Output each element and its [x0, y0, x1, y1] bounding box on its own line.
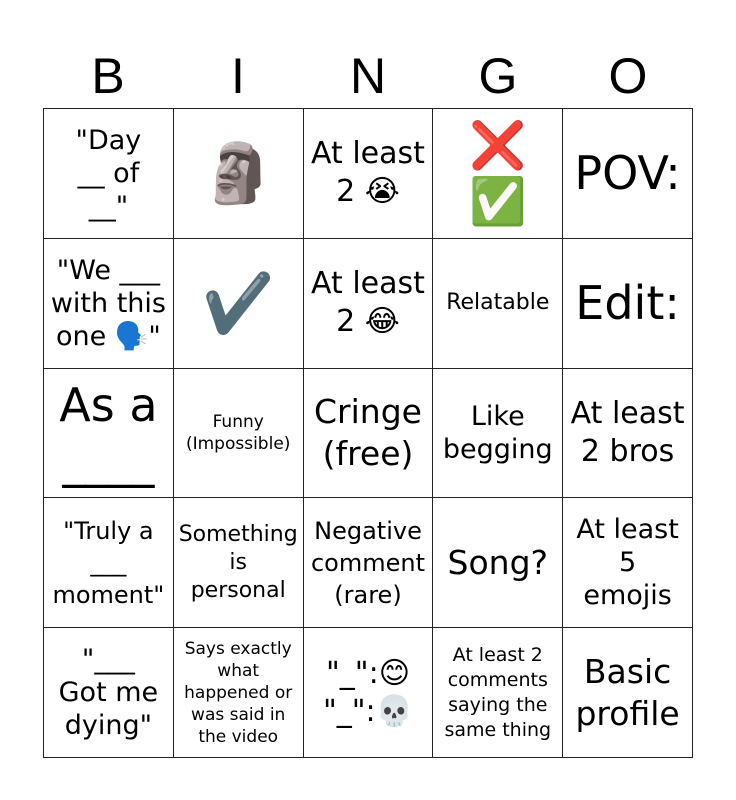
bingo-cell[interactable] — [44, 369, 174, 499]
bingo-cell[interactable] — [44, 628, 174, 758]
cell-text: "_":😊 "_":💀 — [322, 655, 414, 729]
cell-text: At least 2 comments saying the same thing — [444, 643, 552, 741]
header-letter-g: G — [478, 48, 518, 104]
cell-text: Cringe (free) — [314, 391, 422, 473]
cell-text: Relatable — [446, 290, 550, 316]
bingo-cell[interactable] — [304, 239, 434, 369]
bingo-cell[interactable] — [563, 628, 693, 758]
bingo-cell[interactable] — [304, 369, 434, 499]
cell-text: "Day __ of __" — [75, 124, 142, 222]
cell-text: "Truly a ___ moment" — [52, 516, 165, 609]
bingo-cell[interactable] — [44, 239, 174, 369]
cell-text: Funny (Impossible) — [185, 411, 291, 454]
cell-text: At least 5 emojis — [576, 514, 679, 612]
bingo-cell[interactable] — [433, 628, 563, 758]
bingo-cell[interactable] — [304, 109, 434, 239]
bingo-cell[interactable] — [433, 239, 563, 369]
cross-check-icon: ❌ ✅ — [469, 118, 527, 229]
bingo-cell[interactable] — [174, 109, 304, 239]
cell-text: Says exactly what happened or was said in the video — [184, 638, 293, 747]
header-letter-n: N — [349, 48, 387, 104]
bingo-cell[interactable] — [433, 369, 563, 499]
bingo-cell[interactable] — [304, 498, 434, 628]
cell-text: "___ Got me dying" — [58, 644, 159, 742]
cell-text: As a ____ — [59, 377, 158, 488]
bingo-cell[interactable] — [174, 239, 304, 369]
checkmark-icon: ✔️ — [202, 269, 275, 338]
cell-text: Song? — [447, 542, 549, 582]
cell-text: At least 2 😭 — [311, 136, 425, 210]
cell-text: Negative comment (rare) — [310, 516, 425, 609]
cell-text: "We ___ with this one 🗣️" — [50, 254, 166, 352]
cell-text: Edit: — [575, 276, 680, 331]
cell-text: Basic profile — [575, 651, 680, 733]
cell-text: POV: — [574, 146, 681, 201]
cell-text: At least 2 bros — [570, 395, 685, 469]
bingo-cell[interactable] — [174, 498, 304, 628]
bingo-cell[interactable] — [563, 109, 693, 239]
bingo-cell[interactable] — [44, 498, 174, 628]
bingo-cell[interactable] — [563, 369, 693, 499]
bingo-header — [43, 46, 693, 106]
bingo-cell[interactable] — [174, 369, 304, 499]
bingo-cell[interactable] — [563, 239, 693, 369]
header-letter-i: I — [231, 48, 245, 104]
bingo-cell[interactable] — [433, 498, 563, 628]
bingo-cell[interactable] — [174, 628, 304, 758]
cell-text: At least 2 😂 — [311, 266, 425, 340]
cell-text: Something is personal — [178, 521, 298, 603]
header-letter-o: O — [608, 48, 648, 104]
bingo-board — [43, 108, 693, 758]
header-letter-b: B — [91, 48, 125, 104]
moai-icon: 🗿 — [202, 139, 275, 208]
cell-text: Like begging — [442, 400, 553, 465]
bingo-cell[interactable] — [304, 628, 434, 758]
bingo-cell[interactable] — [44, 109, 174, 239]
bingo-cell[interactable] — [563, 498, 693, 628]
bingo-cell[interactable] — [433, 109, 563, 239]
